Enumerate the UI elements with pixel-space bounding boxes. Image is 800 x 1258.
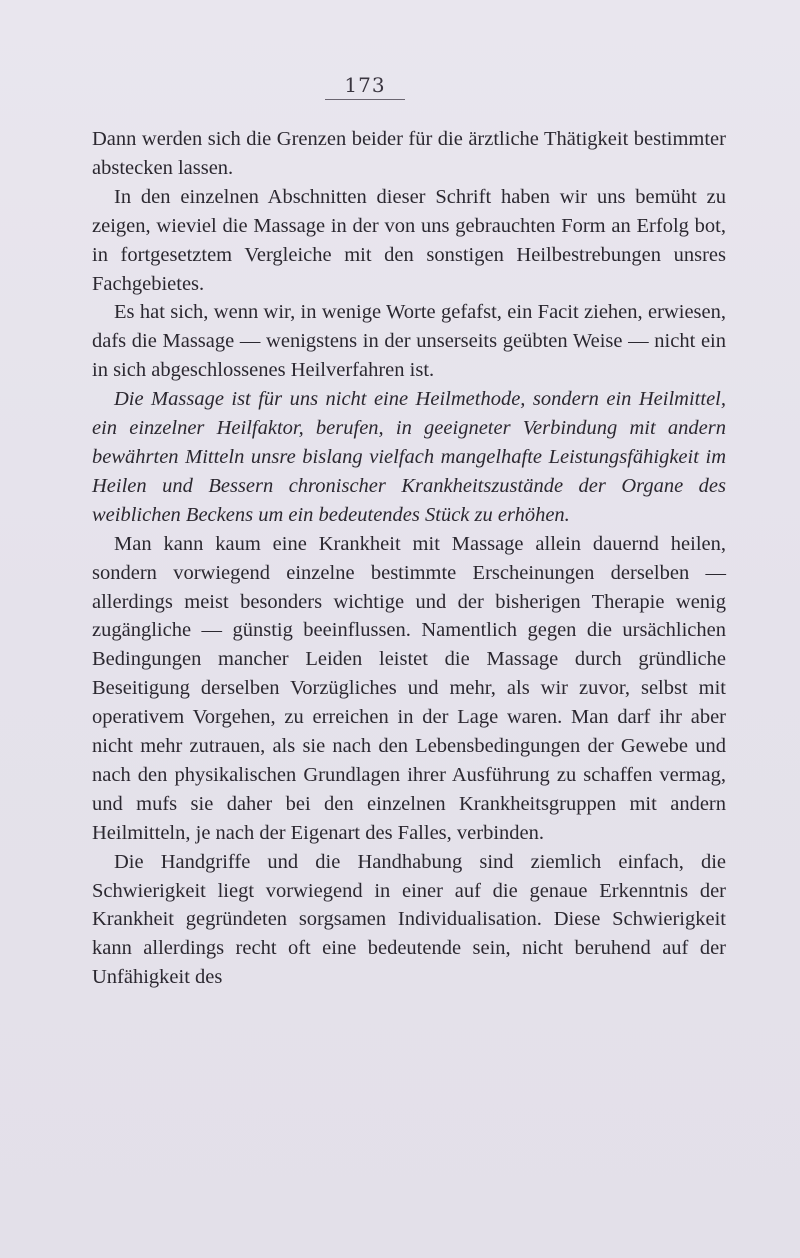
page-number: 173 <box>344 73 386 97</box>
paragraph: Man kann kaum eine Krankheit mit Massage allein dauernd heilen, sondern vorwiegend einzelne bestimmte Erscheinungen derselben — allerdings meist besonders wichtige und der bisherigen Therapie wenig zugängliche — günstig beeinflussen. Namentlich gegen die ursächlichen Bedingungen mancher Leiden leistet die Massage durch gründliche Beseitigung derselben Vorzügliches und mehr, als wir zuvor, selbst mit operativem Vorgehen, zu erreichen in der Lage waren. Man darf ihr aber nicht mehr zutrauen, als sie nach den Lebensbedingungen der Gewebe und nach den physikalischen Grundlagen ihrer Ausführung zu schaffen vermag, und mufs sie daher bei den einzelnen Krankheitsgruppen mit andern Heilmitteln, je nach der Eigenart des Falles, verbinden. <box>92 532 726 844</box>
paragraph: In den einzelnen Abschnitten dieser Schrift haben wir uns bemüht zu zeigen, wieviel die Massage in der von uns gebrauchten Form an Erfolg bot, in fortgesetztem Vergleiche mit den sonstigen Heilbestrebungen unsres Fachgebietes. <box>92 185 726 295</box>
emphasized-paragraph: Die Massage ist für uns nicht eine Heilmethode, sondern ein Heilmittel, ein einzelner Heilfaktor, berufen, in geeigneter Verbindung mit andern bewährten Mitteln unsre bislang vielfach mangelhafte Leistungsfähigkeit im Heilen und Bessern chronischer Krankheitszustände der Organe des weiblichen Beckens um ein bedeutendes Stück zu erhöhen. <box>92 388 726 526</box>
paragraph-continuation: Dann werden sich die Grenzen beider für die ärztliche Thätigkeit bestimmter abstecken lassen. <box>92 128 726 179</box>
paragraph: Die Handgriffe und die Handhabung sind ziemlich einfach, die Schwierigkeit liegt vorwiegend in einer auf die genaue Erkenntnis der Krankheit gegründeten sorgsamen Individualisation. Diese Schwierigkeit kann allerdings recht oft eine bedeutende sein, nicht beruhend auf der Unfähigkeit des <box>92 850 726 989</box>
page-number-rule <box>325 99 405 100</box>
paragraph: Es hat sich, wenn wir, in wenige Worte gefafst, ein Facit ziehen, erwiesen, dafs die Massage — wenigstens in der unserseits geübten Weise — nicht ein in sich abgeschlossenes Heilverfahren ist. <box>92 301 726 382</box>
body-text <box>92 125 726 992</box>
